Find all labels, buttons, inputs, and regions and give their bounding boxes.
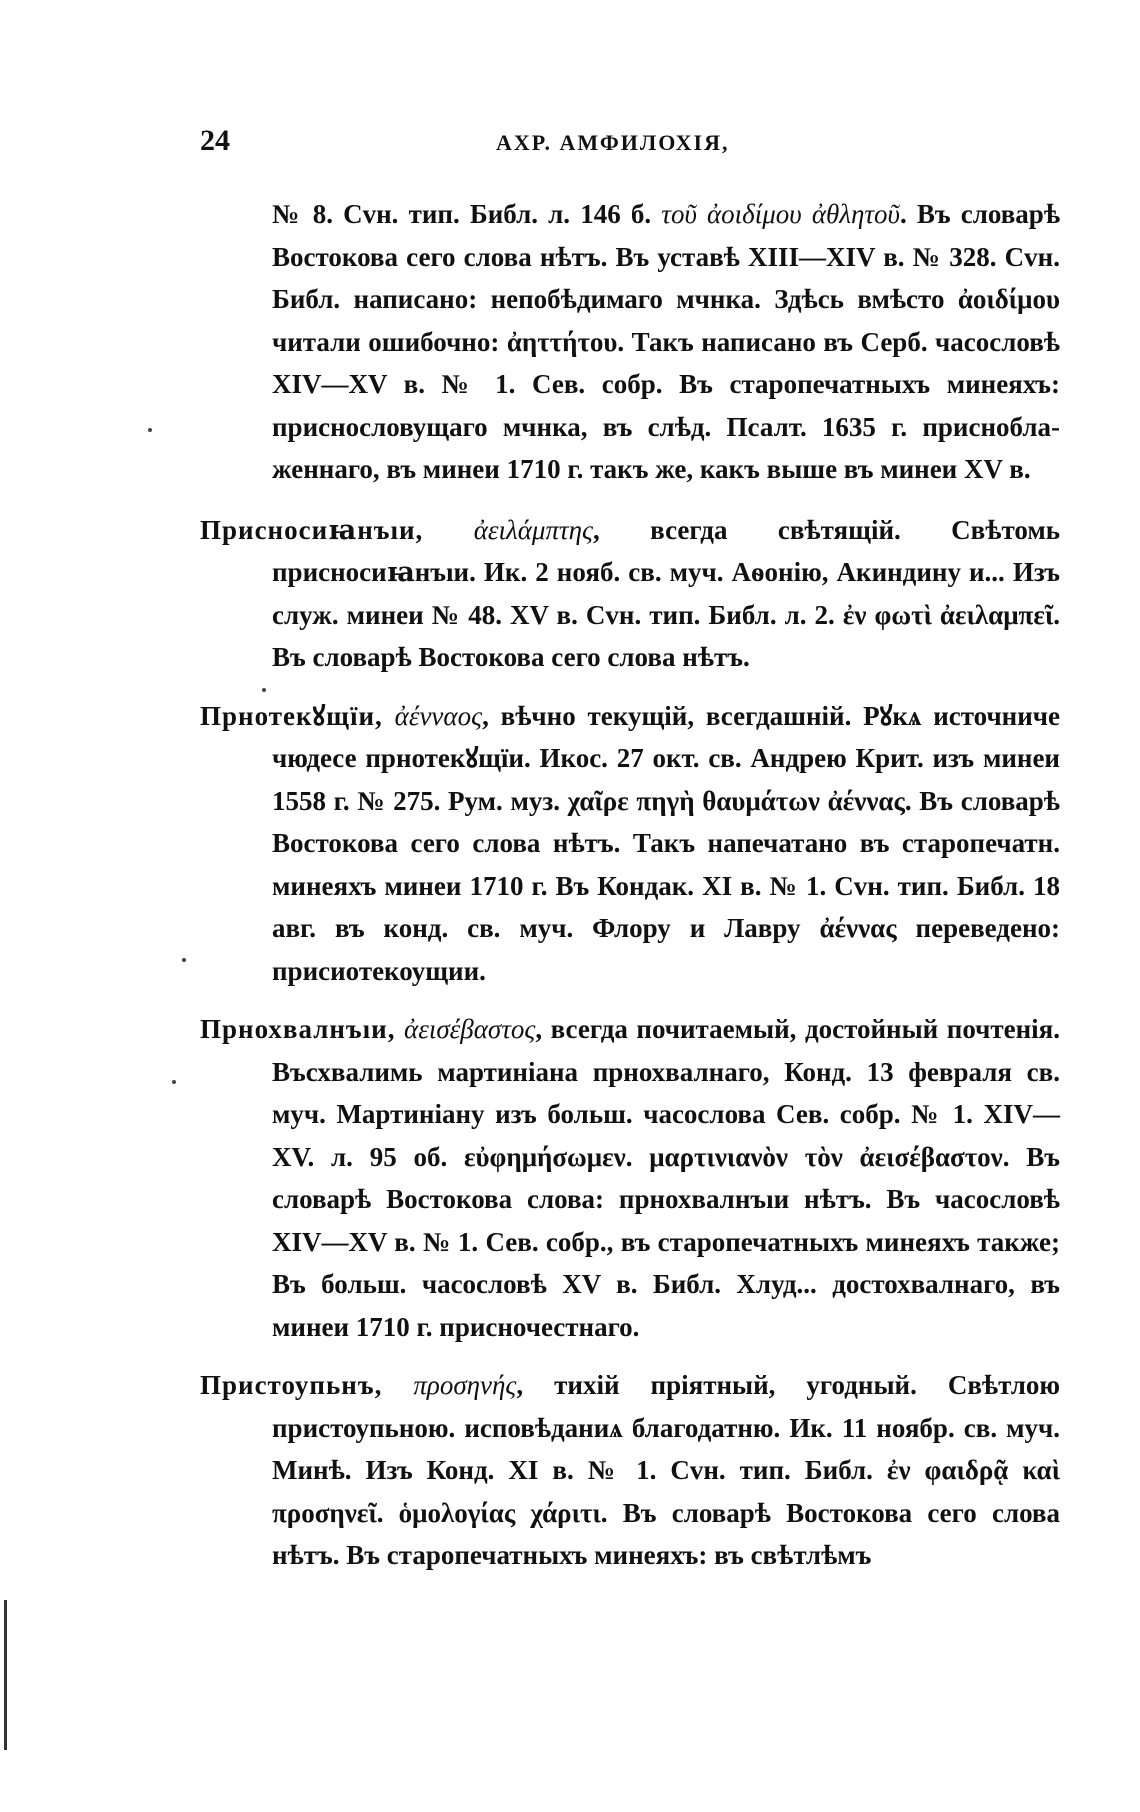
entry-greek: ἀεισέβαστος: [404, 1014, 536, 1044]
entry-continuation: [200, 193, 1060, 491]
dictionary-body: [200, 193, 1060, 1593]
entry-text-before: [423, 515, 473, 545]
scan-speck: [148, 428, 152, 432]
scan-edge-mark: [4, 1600, 7, 1750]
entry-text-after: . Въ словарѣ Востокова сего слова нѣтъ. Въ уставѣ XIII—XIV в. № 328. Сvн. Библ. написано: непобѣдимаго мчнка. Здѣсь вмѣсто ἀοιδίμου читали ошибочно: ἀηττήτου. Такъ написано въ Серб. часословѣ XIV—XV в. № 1. Сев. собр. Въ старопечатныхъ минеяхъ: приснословущаго мчнка, въ слѣд. Псалт. 1635 г. присноблаженнаго, въ минеи 1710 г. такъ же, какъ выше въ минеи XV в.: [272, 199, 1061, 484]
entry-prisnosiyanyi: [200, 509, 1060, 679]
entry-text-before: [395, 1014, 404, 1044]
scan-speck: [182, 958, 186, 962]
entry-headword: Приснoсиꙗнъıи,: [200, 514, 424, 545]
entry-text-before: [383, 701, 395, 731]
entry-greek: ἀένναος: [394, 700, 483, 731]
entry-text-after: , тихій пріятный, угодный. Свѣтлою пристоупьною. исповѣданиѧ благодатню. Ик. 11 ноябр. св. муч. Минѣ. Изъ Конд. XI в. № 1. Сvн. тип. Библ. ἐν φαιδρᾷ καὶ προσηνεῖ. ὁμολογίας χάριτι. Въ словарѣ Востокова сего слова нѣтъ. Въ старопечатныхъ минеяхъ: въ свѣтлѣмъ: [272, 1370, 1060, 1570]
page-number: 24: [200, 124, 230, 157]
entry-text-before: № 8. Сvн. тип. Библ. л. 146 б.: [272, 199, 662, 229]
running-head: АХР. АМФИЛОХІЯ,: [496, 130, 730, 155]
entry-prnokhvalnyi: [200, 1008, 1060, 1348]
entry-text-after: , всегда почитаемый, достойный почтенія. Въсхвалимь мартиніана прнохвалнаго, Конд. 13 февраля св. муч. Мартиніану изъ больш. часослова Сев. собр. № 1. XIV—XV. л. 95 об. εὐφημήσωμεν. μαρτινιανὸν τὸν ἀεισέβαστον. Въ словарѣ Востокова слова: прнохвалнъıи нѣтъ. Въ часословѣ XIV—XV в. № 1. Сев. собр., въ старопечатныхъ минеяхъ также; Въ больш. часословѣ XV в. Библ. Хлуд... достохвалнаго, въ минеи 1710 г. присночестнаго.: [272, 1014, 1061, 1342]
entry-headword: Прнохвалнъıи,: [200, 1014, 396, 1044]
scan-speck: [172, 1080, 176, 1084]
entry-pristoupn: [200, 1364, 1060, 1577]
entry-greek: προσηνής: [413, 1370, 517, 1400]
entry-text-after: , вѣчно текущій, всегдашній. Рꙋкѧ источниче чюдесе прнотекꙋщїи. Икос. 27 окт. св. Андрею Крит. изъ минеи 1558 г. № 275. Рум. муз. χαῖρε πηγὴ θαυμάτων ἀέννας. Въ словарѣ Востокова сего слова нѣтъ. Такъ напечатано въ старопечатн. минеяхъ минеи 1710 г. Въ Кондак. XI в. № 1. Сvн. тип. Библ. 18 авг. въ конд. св. муч. Флору и Лавру ἀέννας переведено: присиотекоущии.: [272, 700, 1061, 986]
entry-greek: τοῦ ἀοιδίμου ἀθλητοῦ: [661, 199, 900, 229]
entry-prnotekushchii: [200, 695, 1060, 993]
scan-speck: [262, 688, 266, 692]
entry-greek: ἀειλάμπτης: [473, 514, 594, 545]
entry-headword: Прнотекꙋщїи,: [200, 700, 383, 731]
page-header: [200, 124, 1060, 164]
entry-text-before: [382, 1370, 413, 1400]
entry-headword: Пристоупьнъ,: [200, 1370, 383, 1400]
entry-text-after: , всегда свѣтящій. Свѣтомь приснoсиꙗнъıи. Ик. 2 нояб. св. муч. Аѳонію, Акиндину и... Изъ служ. минеи № 48. XV в. Сvн. тип. Библ. л. 2. ἐν φωτὶ ἀειλαμπεῖ. Въ словарѣ Востокова сего слова нѣтъ.: [272, 514, 1061, 672]
